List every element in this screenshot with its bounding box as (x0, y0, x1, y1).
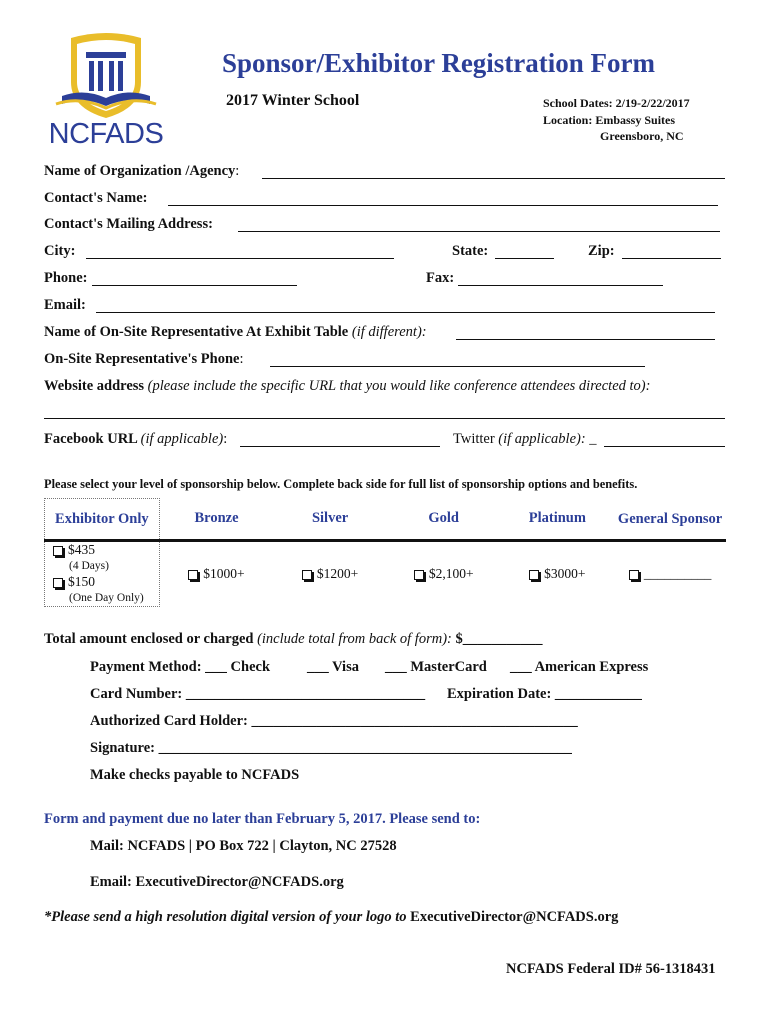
rep-name-field[interactable] (456, 339, 715, 340)
exhibitor-1day-option[interactable]: $150 (45, 574, 159, 590)
total-amount-label: Total amount enclosed or charged (include total from back of form): $___________ (44, 631, 543, 647)
checkbox-icon[interactable] (629, 570, 639, 580)
location-line2: Greensboro, NC (600, 129, 684, 143)
facebook-field[interactable] (240, 446, 440, 447)
sponsorship-instruction: Please select your level of sponsorship below. Complete back side for full list of sponsorship options and benefits. (44, 477, 638, 491)
contact-name-label: Contact's Name: (44, 190, 148, 206)
mail-address: Mail: NCFADS | PO Box 722 | Clayton, NC 27528 (90, 838, 397, 854)
mailing-address-field[interactable] (238, 231, 720, 232)
checks-payable-note: Make checks payable to NCFADS (90, 767, 300, 783)
federal-id: NCFADS Federal ID# 56-1318431 (506, 961, 716, 977)
level-gold-header: Gold (387, 499, 501, 541)
phone-label: Phone: (44, 270, 88, 286)
email-label: Email: (44, 297, 86, 313)
pillar-book-logo-icon (40, 30, 172, 120)
rep-phone-label: On-Site Representative's Phone: (44, 351, 244, 367)
twitter-label: Twitter (if applicable): _ (453, 431, 597, 447)
payment-method-amex[interactable]: ___ American Express (510, 659, 649, 675)
location-line1: Location: Embassy Suites (543, 113, 676, 127)
school-dates: School Dates: 2/19-2/22/2017 (543, 96, 690, 110)
contact-name-field[interactable] (168, 205, 718, 206)
email-field[interactable] (96, 312, 715, 313)
website-field[interactable] (44, 418, 725, 419)
general-option[interactable]: __________ (614, 541, 726, 607)
state-label: State: (452, 243, 489, 259)
payment-method-check[interactable]: Payment Method: ___ Check (90, 659, 271, 675)
exhibitor-4day-note: (4 Days) (69, 560, 109, 572)
silver-option[interactable]: $1200+ (273, 541, 387, 607)
checkbox-icon[interactable] (188, 570, 198, 580)
state-field[interactable] (495, 258, 554, 259)
due-date-note: Form and payment due no later than February 5, 2017. Please send to: (44, 811, 481, 827)
checkbox-icon[interactable] (414, 570, 424, 580)
logo-email-link[interactable]: ExecutiveDirector@NCFADS.org (410, 909, 619, 925)
exhibitor-4day-option[interactable]: $435 (45, 542, 159, 558)
payment-method-visa[interactable]: ___ Visa (307, 659, 359, 675)
checkbox-icon[interactable] (529, 570, 539, 580)
ncfads-logo (40, 30, 172, 150)
exhibitor-options (45, 541, 160, 607)
phone-field[interactable] (92, 285, 297, 286)
level-platinum-header: Platinum (501, 499, 615, 541)
platinum-option[interactable]: $3000+ (501, 541, 615, 607)
page-title: Sponsor/Exhibitor Registration Form (222, 48, 656, 78)
email-address: Email: ExecutiveDirector@NCFADS.org (90, 874, 344, 890)
level-general-header: General Sponsor (614, 499, 726, 541)
signature-field[interactable]: Signature: _________________________________________________________ (90, 740, 572, 756)
total-amount-field[interactable]: $___________ (455, 631, 543, 647)
bronze-option[interactable]: $1000+ (159, 541, 273, 607)
org-field[interactable] (262, 178, 725, 179)
payment-method-mastercard[interactable]: ___ MasterCard (385, 659, 487, 675)
subtitle: 2017 Winter School (226, 92, 360, 109)
twitter-field[interactable] (604, 446, 725, 447)
level-silver-header: Silver (273, 499, 387, 541)
expiration-date-field[interactable]: Expiration Date: ____________ (447, 686, 642, 702)
sponsorship-table (44, 498, 726, 607)
checkbox-icon[interactable] (302, 570, 312, 580)
website-label: Website address (please include the specific URL that you would like conference attendees directed to): (44, 378, 651, 394)
logo-request-note: *Please send a high resolution digital version of your logo to ExecutiveDirector@NCFADS.org (44, 909, 619, 925)
fax-field[interactable] (458, 285, 663, 286)
facebook-label: Facebook URL (if applicable): (44, 431, 228, 447)
rep-name-label: Name of On-Site Representative At Exhibit Table (if different): (44, 324, 427, 340)
fax-label: Fax: (426, 270, 455, 286)
mailing-address-label: Contact's Mailing Address: (44, 216, 213, 232)
card-number-field[interactable]: Card Number: _________________________________ (90, 686, 426, 702)
level-bronze-header: Bronze (159, 499, 273, 541)
rep-phone-field[interactable] (270, 366, 645, 367)
logo-text: NCFADS (48, 118, 164, 150)
zip-label: Zip: (588, 243, 615, 259)
card-holder-field[interactable]: Authorized Card Holder: _____________________________________________ (90, 713, 578, 729)
org-label: Name of Organization /Agency: (44, 163, 240, 179)
level-exhibitor-header: Exhibitor Only (45, 499, 160, 541)
city-field[interactable] (86, 258, 394, 259)
city-label: City: (44, 243, 76, 259)
zip-field[interactable] (622, 258, 721, 259)
exhibitor-1day-note: (One Day Only) (69, 592, 144, 604)
gold-option[interactable]: $2,100+ (387, 541, 501, 607)
checkbox-icon[interactable] (53, 546, 63, 556)
checkbox-icon[interactable] (53, 578, 63, 588)
